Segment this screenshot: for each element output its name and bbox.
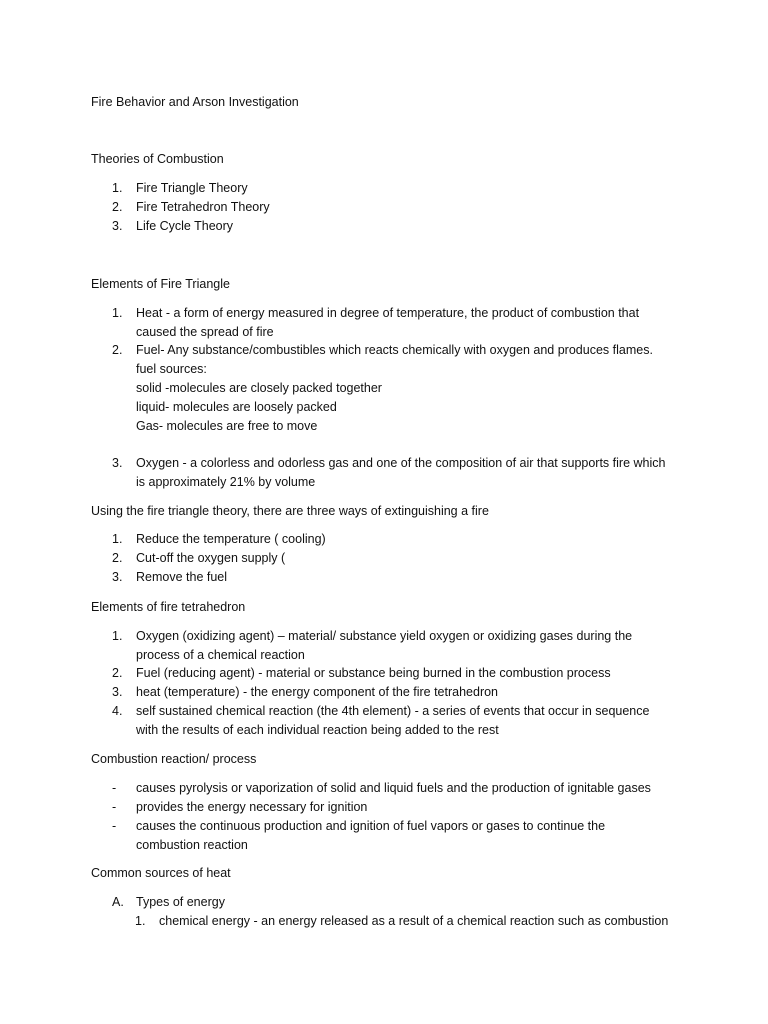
- list-marker: -: [112, 819, 117, 833]
- list-marker: 2.: [112, 666, 123, 680]
- list-item-text: Cut-off the oxygen supply (: [136, 551, 286, 565]
- list-item-text: Fire Tetrahedron Theory: [136, 200, 270, 214]
- list-marker: 1.: [135, 914, 146, 928]
- list-marker: A.: [112, 895, 124, 909]
- list-marker: 1.: [112, 629, 123, 643]
- list-item-text: Life Cycle Theory: [136, 219, 234, 233]
- list-marker: 3.: [112, 570, 123, 584]
- list-marker: 2.: [112, 551, 123, 565]
- document-title: Fire Behavior and Arson Investigation: [91, 95, 299, 109]
- list-marker: 1.: [112, 306, 123, 320]
- theories-heading: Theories of Combustion: [91, 152, 224, 166]
- list-item-text: causes pyrolysis or vaporization of solid and liquid fuels and the production of ignitable gases: [136, 781, 651, 795]
- list-marker: 1.: [112, 181, 123, 195]
- list-marker: -: [112, 800, 117, 814]
- list-item-text: Reduce the temperature ( cooling): [136, 532, 326, 546]
- list-item-text: heat (temperature) - the energy component of the fire tetrahedron: [136, 685, 499, 699]
- triangle-heading: Elements of Fire Triangle: [91, 277, 230, 291]
- list-marker: 1.: [112, 532, 123, 546]
- list-item-text: Heat - a form of energy measured in degree of temperature, the product of combustion that caused the spread of fire: [136, 306, 640, 339]
- list-marker: 4.: [112, 704, 123, 718]
- list-item-text: self sustained chemical reaction (the 4th element) - a series of events that occur in sequence with the results of each individual reaction being added to the rest: [136, 704, 650, 737]
- list-marker: 2.: [112, 200, 123, 214]
- list-marker: 3.: [112, 219, 123, 233]
- combustion-heading: Combustion reaction/ process: [91, 752, 257, 766]
- list-marker: 3.: [112, 685, 123, 699]
- tetrahedron-heading: Elements of fire tetrahedron: [91, 600, 246, 614]
- list-item-text: provides the energy necessary for ignition: [136, 800, 368, 814]
- list-item-text: Oxygen - a colorless and odorless gas and one of the composition of air that supports fire which is approximately 21% by volume: [136, 456, 666, 489]
- list-marker: 3.: [112, 456, 123, 470]
- list-item-text: Oxygen (oxidizing agent) – material/ substance yield oxygen or oxidizing gases during the process of a chemical reaction: [136, 629, 633, 662]
- list-item-text: Remove the fuel: [136, 570, 228, 584]
- list-marker: 2.: [112, 343, 123, 357]
- list-item-text: Types of energy: [136, 895, 225, 909]
- list-item-text: Fuel (reducing agent) - material or substance being burned in the combustion process: [136, 666, 611, 680]
- list-item-text: Fire Triangle Theory: [136, 181, 248, 195]
- list-item-text: chemical energy - an energy released as a result of a chemical reaction such as combustion: [159, 914, 669, 928]
- list-item-text: causes the continuous production and ignition of fuel vapors or gases to continue the combustion reaction: [136, 819, 606, 852]
- list-item-text: Fuel- Any substance/combustibles which reacts chemically with oxygen and produces flames. fuel sources: solid -molecules are closely packed together liquid- molecules are loosely packed Gas- molecules are free to move: [136, 343, 653, 433]
- heat-sources-heading: Common sources of heat: [91, 866, 231, 880]
- list-marker: -: [112, 781, 117, 795]
- extinguish-heading: Using the fire triangle theory, there are three ways of extinguishing a fire: [91, 504, 489, 518]
